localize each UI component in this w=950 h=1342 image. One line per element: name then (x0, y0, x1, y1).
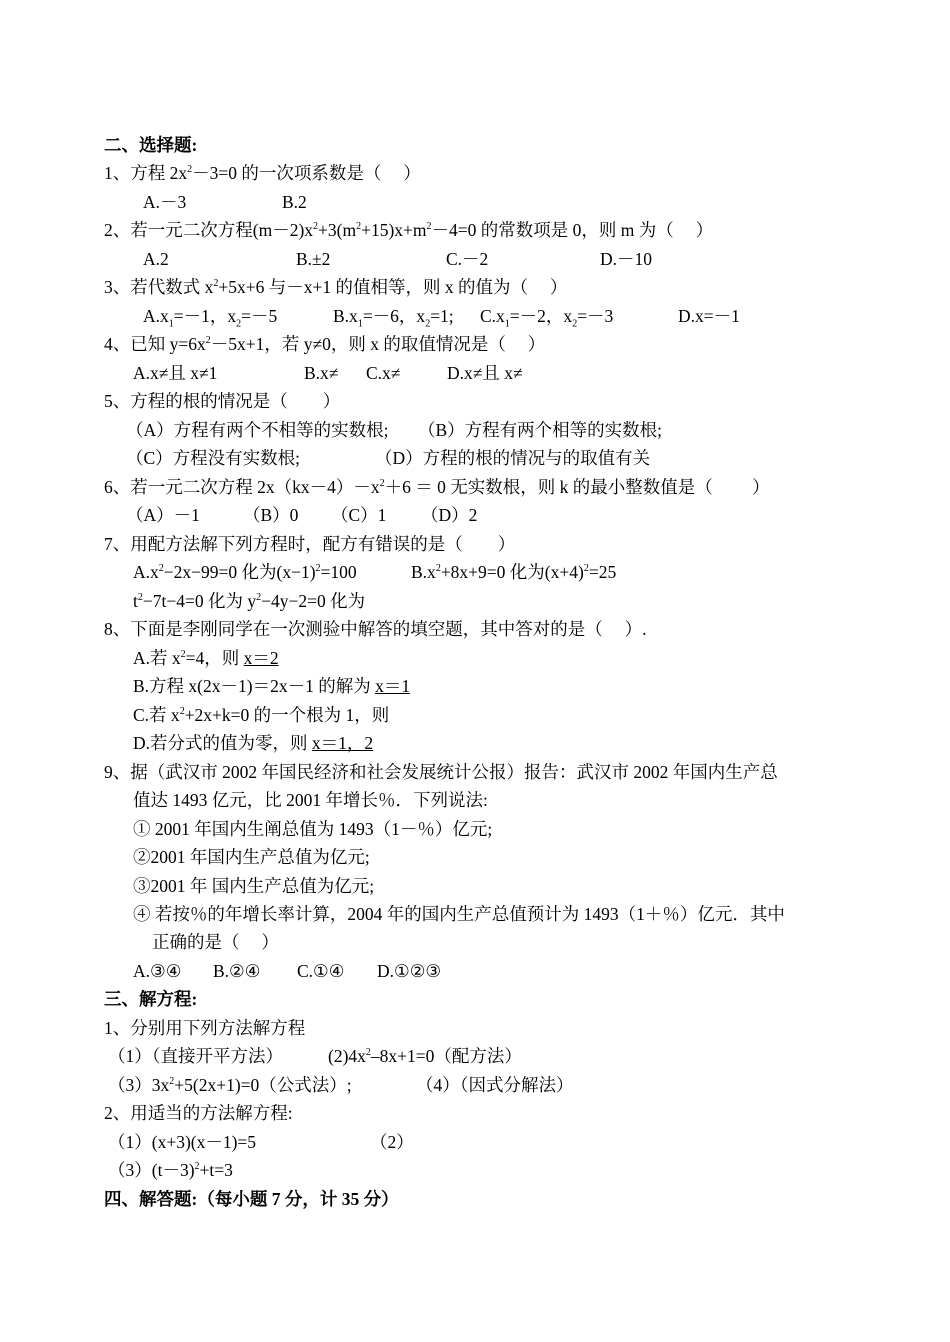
q2-option-c: C.－2 (446, 249, 489, 269)
s3-p2-item-3: $(3)(t-3)^2+t=3$ (108, 1160, 233, 1180)
q8-option-b: B.方程 x(2x－1)＝2x－1 的解为 x＝1 (133, 676, 411, 696)
s3-p2-item-2: （2） (370, 1132, 414, 1152)
s3-p1-item-2: $(2)4x^2-8x+1=0$（配方法） (328, 1046, 522, 1066)
section-3-heading: 三、解方程: (104, 989, 198, 1009)
q4-option-d: D.x≠且 x≠ (447, 363, 523, 383)
q3-option-b: $B.x_1=-6$，$x_2=1$; (333, 306, 454, 330)
section-4-heading: 四、解答题:（每小题 7 分，计 35 分） (104, 1189, 399, 1209)
q2-option-d: D.－10 (600, 249, 653, 269)
q4-option-a: A.x≠且 x≠1 (133, 363, 218, 383)
question-5: 5、方程的根的情况是（ ） (104, 391, 341, 411)
q9-statement-3: ③2001 年 国内生产总值为亿元; (133, 876, 375, 896)
q7-option-b: $B.x^2+8x+9=0$ 化为$(x+4)^2=25$ (411, 562, 617, 582)
q9-statement-2: ②2001 年国内生产总值为亿元; (133, 847, 370, 867)
q4-option-c: C.x≠ (366, 363, 401, 383)
q9-statement-4-cont: 正确的是（ ） (152, 932, 279, 952)
q3-option-d: D.x=－1 (678, 306, 740, 326)
q3-option-a: $A.x_1=-1$，$x_2=-5$ (143, 306, 278, 330)
q4-option-b: B.x≠ (304, 363, 339, 383)
q9-option-c: C.①④ (297, 961, 345, 981)
q7-options-cd: $t^2-7t-4=0$ 化为 $y^2-4y-2=0$ 化为 (133, 591, 366, 611)
question-9-line-1: 9、据（武汉市 2002 年国民经济和社会发展统计公报）报告：武汉市 2002 年国内生产总 (104, 762, 778, 782)
section-2-heading: 二、选择题: (104, 135, 198, 155)
q6-option-a: （A）－1 (126, 505, 200, 525)
q1-option-a: A.－3 (143, 192, 187, 212)
question-4: 4、已知 $y=6x^2-5x+1$，若 y≠0，则 x 的取值情况是（ ） (104, 334, 546, 354)
q9-statement-1: ① 2001 年国内生阐总值为 1493（1－％）亿元; (133, 819, 493, 839)
q8-option-c: C.若 $x^2+2x+k=0$ 的一个根为 1，则 (133, 705, 390, 725)
q5-option-a: （A）方程有两个不相等的实数根; (126, 420, 389, 440)
question-3: 3、若代数式 $x^2+5x+6$ 与－x+1 的值相等，则 x 的值为（ ） (104, 277, 568, 297)
q7-option-a: $A.x^2-2x-99=0$ 化为$(x-1)^2=100$ (133, 562, 357, 582)
q8-option-a: A.若 $x^2=4$，则 x＝2 (133, 648, 279, 668)
q9-statement-4: ④ 若按％的年增长率计算，2004 年的国内生产总值预计为 1493（1＋％）亿元．其中 (133, 904, 785, 924)
q2-option-b: B.±2 (296, 249, 331, 269)
q5-option-b: （B）方程有两个相等的实数根; (418, 420, 663, 440)
question-7: 7、用配方法解下列方程时，配方有错误的是（ ） (104, 534, 516, 554)
s3-p1-item-1: （1）（直接开平方法） (108, 1046, 283, 1066)
s3-p2-item-1: （1）(x+3)(x－1)=5 (108, 1132, 257, 1152)
q5-option-d: （D）方程的根的情况与的取值有关 (375, 448, 651, 468)
q2-option-a: A.2 (143, 249, 169, 269)
question-1: 1、方程 $2x^2-3=0$ 的一次项系数是（ ） (104, 163, 421, 183)
question-8: 8、下面是李刚同学在一次测验中解答的填空题，其中答对的是（ ）. (104, 619, 647, 639)
q1-option-b: B.2 (282, 192, 307, 212)
q6-option-c: （C）1 (331, 505, 387, 525)
q6-option-d: （D）2 (421, 505, 478, 525)
question-6: 6、若一元二次方程 $2x(kx-4)-x^2+6 = 0$ 无实数根，则 k 的最小整数值是（ ） (104, 477, 770, 497)
q5-option-c: （C）方程没有实数根; (126, 448, 301, 468)
q9-option-b: B.②④ (213, 961, 261, 981)
q8-option-d: D.若分式的值为零，则 x＝1，2 (133, 733, 374, 753)
question-9-line-2: 值达 1493 亿元，比 2001 年增长％．下列说法: (133, 790, 488, 810)
q9-option-d: D.①②③ (377, 961, 442, 981)
q3-option-c: $C.x_1=-2$，$x_2=-3$ (480, 306, 614, 330)
s3-problem-2: 2、用适当的方法解方程: (104, 1103, 293, 1123)
s3-p1-item-3: $(3)3x^2+5(2x+1)=0$（公式法）; (108, 1075, 352, 1095)
q6-option-b: （B）0 (243, 505, 299, 525)
s3-p1-item-4: （4）（因式分解法） (416, 1075, 574, 1095)
q9-option-a: A.③④ (133, 961, 182, 981)
s3-problem-1: 1、分别用下列方法解方程 (104, 1018, 306, 1038)
question-2: 2、若一元二次方程$(m-2)x^2+3(m^2+15)x+m^2-4=0$ 的常数项是 0，则 m 为（ ） (104, 220, 714, 240)
